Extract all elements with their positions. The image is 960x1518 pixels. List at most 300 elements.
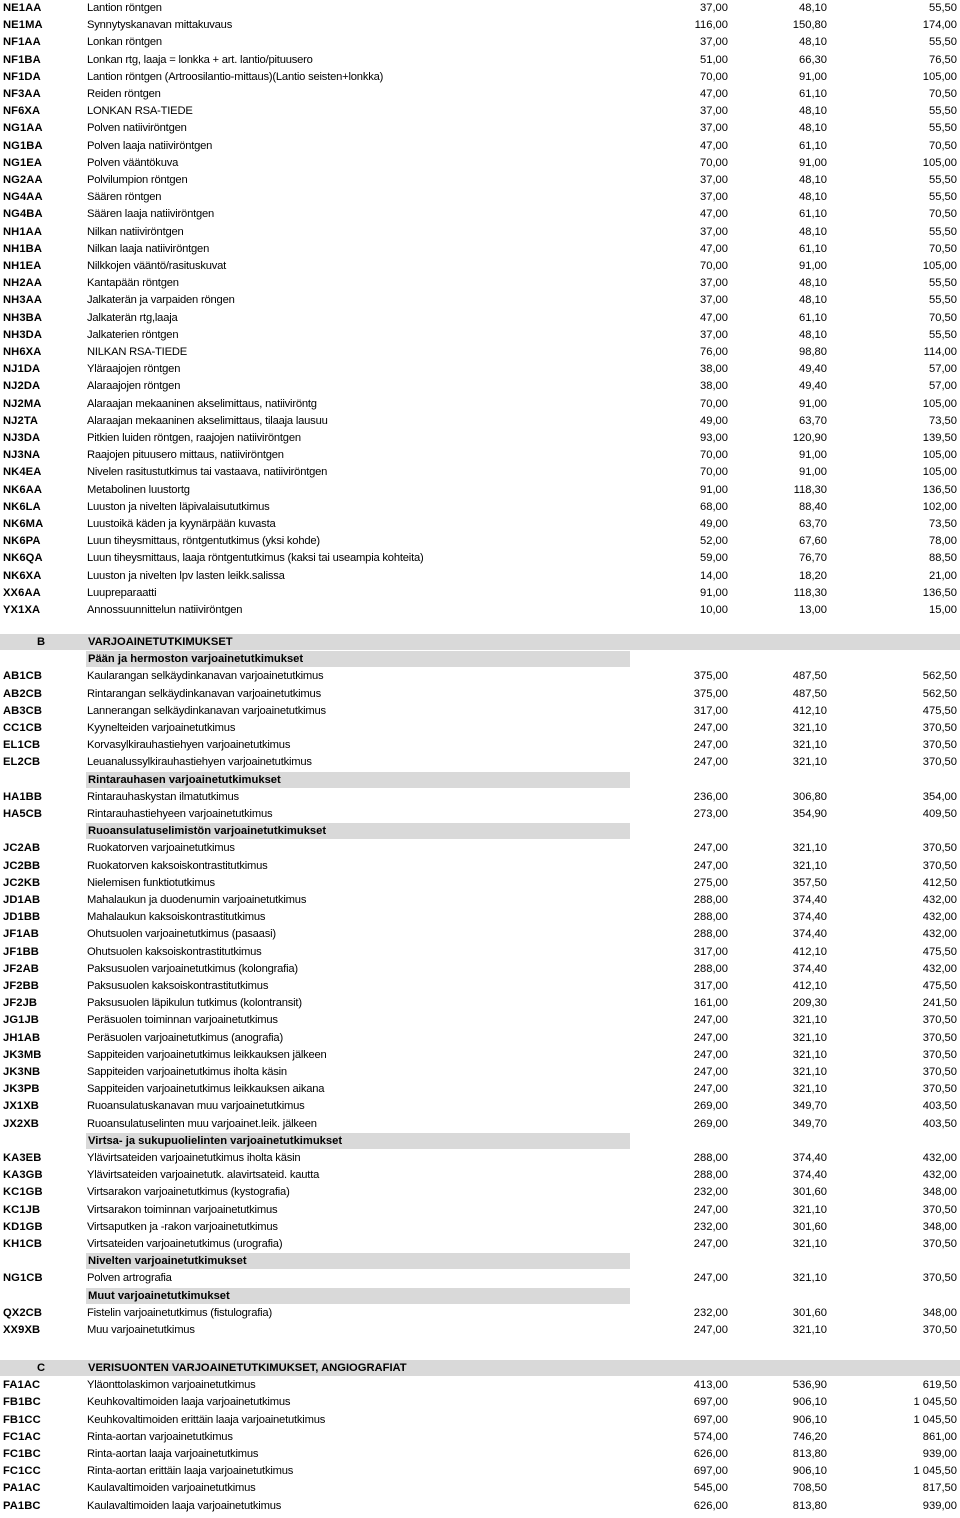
price-column-1: 70,00 xyxy=(700,397,728,410)
price-column-1: 10,00 xyxy=(700,604,728,616)
procedure-description: Nilkkojen vääntö/rasituskuvat xyxy=(87,260,227,272)
price-column-1: 70,00 xyxy=(700,156,728,169)
price-column-3: 409,50 xyxy=(922,808,957,820)
procedure-code: JG1JB xyxy=(3,1014,39,1027)
table-row xyxy=(0,875,960,892)
price-column-3: 57,00 xyxy=(929,380,957,393)
procedure-code: NJ3DA xyxy=(3,432,41,444)
price-column-2: 321,10 xyxy=(792,1203,827,1216)
price-column-2: 48,10 xyxy=(799,105,827,118)
procedure-code: NH3BA xyxy=(3,311,43,324)
price-column-1: 317,00 xyxy=(693,704,728,717)
procedure-code: FB1CC xyxy=(3,1413,41,1426)
procedure-code: NJ3NA xyxy=(3,449,41,462)
procedure-description: Nivelen rasitustutkimus tai vastaava, natiiviröntgen xyxy=(87,466,328,479)
table-row xyxy=(0,482,960,499)
price-column-1: 37,00 xyxy=(700,122,728,135)
price-column-1: 288,00 xyxy=(693,962,728,975)
procedure-description: Fistelin varjoainetutkimus (fistulografia) xyxy=(87,1306,272,1319)
price-column-3: 21,00 xyxy=(929,569,957,582)
procedure-code: AB2CB xyxy=(3,687,43,700)
price-column-1: 247,00 xyxy=(693,1083,728,1096)
price-column-2: 321,10 xyxy=(792,722,827,734)
table-row xyxy=(0,568,960,585)
price-column-2: 91,00 xyxy=(799,156,827,169)
price-column-1: 232,00 xyxy=(693,1306,728,1319)
price-column-1: 37,00 xyxy=(700,191,728,204)
procedure-code: EL1CB xyxy=(3,739,41,752)
price-column-1: 70,00 xyxy=(700,260,728,272)
procedure-code: JK3PB xyxy=(3,1083,40,1096)
procedure-description: Rinta-aortan varjoainetutkimus xyxy=(87,1430,233,1443)
price-column-2: 321,10 xyxy=(792,739,827,752)
procedure-code: NG1EA xyxy=(3,156,43,169)
price-column-2: 349,70 xyxy=(792,1100,827,1113)
price-column-3: 55,50 xyxy=(929,2,957,14)
price-column-3: 370,50 xyxy=(922,1083,957,1096)
procedure-description: Peräsuolen toiminnan varjoainetutkimus xyxy=(87,1014,278,1027)
price-column-2: 48,10 xyxy=(799,225,827,238)
price-column-1: 70,00 xyxy=(700,449,728,462)
price-column-1: 236,00 xyxy=(693,790,728,803)
procedure-description: Muu varjoainetutkimus xyxy=(87,1324,195,1336)
procedure-code: NK6LA xyxy=(3,500,41,513)
price-column-2: 321,10 xyxy=(792,756,827,769)
price-column-1: 52,00 xyxy=(700,535,728,548)
price-column-1: 545,00 xyxy=(693,1482,728,1495)
table-row xyxy=(0,1064,960,1081)
table-row xyxy=(0,1480,960,1497)
price-column-3: 370,50 xyxy=(922,1203,957,1216)
price-column-3: 55,50 xyxy=(929,174,957,186)
table-row xyxy=(0,961,960,978)
procedure-code: JF2BB xyxy=(3,980,39,992)
section-letter: B xyxy=(37,636,46,648)
price-column-3: 370,50 xyxy=(922,1031,957,1044)
price-column-2: 150,80 xyxy=(792,19,827,32)
table-row xyxy=(0,34,960,51)
procedure-code: PA1AC xyxy=(3,1482,41,1495)
procedure-description: Raajojen pituusero mittaus, natiiviröntgen xyxy=(87,449,284,462)
price-column-2: 321,10 xyxy=(792,1238,827,1250)
price-column-3: 432,00 xyxy=(922,928,957,941)
price-column-2: 76,70 xyxy=(799,552,827,565)
price-column-3: 78,00 xyxy=(929,535,957,548)
price-column-3: 370,50 xyxy=(922,1014,957,1027)
procedure-description: Sappiteiden varjoainetutkimus leikkauksen aikana xyxy=(87,1083,325,1096)
procedure-code: KH1CB xyxy=(3,1238,43,1250)
table-row xyxy=(0,892,960,909)
procedure-code: NF1AA xyxy=(3,36,41,49)
table-row xyxy=(0,499,960,516)
price-column-3: 370,50 xyxy=(922,1272,957,1285)
price-column-2: 321,10 xyxy=(792,859,827,872)
procedure-description: Kaulavaltimoiden varjoainetutkimus xyxy=(87,1482,256,1495)
procedure-description: Rinta-aortan erittäin laaja varjoainetutkimus xyxy=(87,1465,294,1478)
price-column-2: 374,40 xyxy=(792,1169,827,1182)
price-column-3: 70,50 xyxy=(929,139,957,152)
price-column-1: 247,00 xyxy=(693,1238,728,1250)
price-column-2: 120,90 xyxy=(792,432,827,444)
price-column-1: 288,00 xyxy=(693,1152,728,1164)
price-column-2: 321,10 xyxy=(792,1066,827,1078)
table-row xyxy=(0,550,960,567)
price-column-1: 37,00 xyxy=(700,277,728,290)
section-header xyxy=(0,1360,960,1376)
price-column-2: 487,50 xyxy=(792,670,827,683)
table-row xyxy=(0,241,960,258)
price-column-1: 38,00 xyxy=(700,363,728,376)
table-row xyxy=(0,361,960,378)
section-title: VARJOAINETUTKIMUKSET xyxy=(88,636,233,648)
price-column-3: 348,00 xyxy=(922,1306,957,1319)
price-column-1: 626,00 xyxy=(693,1499,728,1512)
price-column-3: 105,00 xyxy=(922,156,957,169)
procedure-code: NH1BA xyxy=(3,242,43,255)
procedure-description: Jalkaterien röntgen xyxy=(87,328,179,341)
price-column-3: 432,00 xyxy=(922,1169,957,1182)
price-column-2: 63,70 xyxy=(799,414,827,427)
price-column-2: 412,10 xyxy=(792,704,827,717)
procedure-code: NF1BA xyxy=(3,53,41,66)
procedure-code: NK4EA xyxy=(3,466,42,479)
price-column-1: 574,00 xyxy=(693,1430,728,1443)
table-row xyxy=(0,1412,960,1429)
procedure-code: NJ2TA xyxy=(3,414,39,427)
procedure-code: JX2XB xyxy=(3,1117,39,1130)
price-column-3: 139,50 xyxy=(922,432,957,444)
price-column-3: 55,50 xyxy=(929,294,957,307)
price-column-1: 70,00 xyxy=(700,70,728,83)
price-column-1: 232,00 xyxy=(693,1220,728,1233)
procedure-description: Leuanalussylkirauhastiehyen varjoainetutkimus xyxy=(87,756,312,769)
price-column-1: 59,00 xyxy=(700,552,728,565)
procedure-description: Virtsateiden varjoainetutkimus (urografia) xyxy=(87,1238,283,1250)
table-row xyxy=(0,995,960,1012)
table-row xyxy=(0,1184,960,1201)
table-row xyxy=(0,840,960,857)
procedure-description: Luustoikä käden ja kyynärpään kuvasta xyxy=(87,518,276,530)
table-row xyxy=(0,172,960,189)
table-row xyxy=(0,189,960,206)
table-row xyxy=(0,464,960,481)
price-column-2: 349,70 xyxy=(792,1117,827,1130)
procedure-description: Synnytyskanavan mittakuvaus xyxy=(87,19,233,32)
table-row xyxy=(0,1305,960,1322)
price-column-2: 61,10 xyxy=(799,242,827,255)
procedure-description: Virtsarakon varjoainetutkimus (kystografia) xyxy=(87,1186,290,1199)
price-column-2: 357,50 xyxy=(792,876,827,889)
price-column-3: 939,00 xyxy=(922,1499,957,1512)
procedure-code: EL2CB xyxy=(3,756,41,769)
price-column-1: 697,00 xyxy=(693,1413,728,1426)
procedure-description: Kyynelteiden varjoainetutkimus xyxy=(87,722,236,734)
procedure-description: Peräsuolen varjoainetutkimus (anografia) xyxy=(87,1031,283,1044)
table-row xyxy=(0,602,960,619)
price-column-2: 91,00 xyxy=(799,70,827,83)
price-column-1: 37,00 xyxy=(700,328,728,341)
table-row xyxy=(0,686,960,703)
price-column-3: 105,00 xyxy=(922,260,957,272)
price-column-2: 487,50 xyxy=(792,687,827,700)
table-row xyxy=(0,720,960,737)
procedure-code: NG4AA xyxy=(3,191,43,204)
procedure-code: KA3EB xyxy=(3,1152,42,1164)
price-column-1: 413,00 xyxy=(693,1379,728,1392)
price-column-1: 47,00 xyxy=(700,208,728,221)
procedure-description: Alaraajan mekaaninen akselimittaus, natiiviröntg xyxy=(87,397,317,410)
price-column-1: 317,00 xyxy=(693,945,728,958)
price-column-3: 475,50 xyxy=(922,704,957,717)
table-row xyxy=(0,1498,960,1515)
procedure-description: Lonkan rtg, laaja = lonkka + art. lantio/pituusero xyxy=(87,53,313,66)
procedure-code: FC1AC xyxy=(3,1430,41,1443)
procedure-description: Nielemisen funktiotutkimus xyxy=(87,876,215,889)
table-row xyxy=(0,396,960,413)
price-column-2: 48,10 xyxy=(799,36,827,49)
price-column-1: 47,00 xyxy=(700,139,728,152)
price-column-1: 70,00 xyxy=(700,466,728,479)
procedure-description: Rintarauhaskystan ilmatutkimus xyxy=(87,790,239,803)
price-column-3: 1 045,50 xyxy=(913,1465,957,1478)
price-column-1: 232,00 xyxy=(693,1186,728,1199)
price-column-1: 275,00 xyxy=(693,876,728,889)
table-row xyxy=(0,52,960,69)
price-column-1: 37,00 xyxy=(700,294,728,307)
table-row xyxy=(0,103,960,120)
price-column-2: 321,10 xyxy=(792,1083,827,1096)
table-row xyxy=(0,1377,960,1394)
procedure-code: NK6XA xyxy=(3,569,42,582)
procedure-code: JF1AB xyxy=(3,928,39,941)
price-column-1: 38,00 xyxy=(700,380,728,393)
group-header xyxy=(86,651,630,667)
procedure-description: Sappiteiden varjoainetutkimus iholta käsin xyxy=(87,1066,287,1078)
procedure-description: Keuhkovaltimoiden erittäin laaja varjoainetutkimus xyxy=(87,1413,326,1426)
procedure-description: Ohutsuolen kaksoiskontrastitutkimus xyxy=(87,945,262,958)
table-row xyxy=(0,1012,960,1029)
procedure-description: Kaularangan selkäydinkanavan varjoainetutkimus xyxy=(87,670,324,683)
procedure-description: NILKAN RSA-TIEDE xyxy=(87,346,187,358)
price-column-2: 321,10 xyxy=(792,842,827,855)
procedure-description: Sappiteiden varjoainetutkimus leikkauksen jälkeen xyxy=(87,1048,327,1061)
procedure-code: JF2AB xyxy=(3,962,39,975)
table-row xyxy=(0,944,960,961)
procedure-description: Luuston ja nivelten läpivalaisututkimus xyxy=(87,500,270,513)
procedure-code: YX1XA xyxy=(3,604,41,616)
price-column-1: 317,00 xyxy=(693,980,728,992)
procedure-code: JF2JB xyxy=(3,997,38,1010)
procedure-code: JF1BB xyxy=(3,945,39,958)
table-row xyxy=(0,292,960,309)
procedure-description: Polvilumpion röntgen xyxy=(87,174,188,186)
table-row xyxy=(0,806,960,823)
procedure-description: Rintarangan selkäydinkanavan varjoainetutkimus xyxy=(87,687,321,700)
table-row xyxy=(0,206,960,223)
price-column-2: 66,30 xyxy=(799,53,827,66)
table-row xyxy=(0,1463,960,1480)
table-row xyxy=(0,909,960,926)
table-row xyxy=(0,1236,960,1253)
procedure-code: NG1BA xyxy=(3,139,43,152)
price-column-3: 76,50 xyxy=(929,53,957,66)
group-header xyxy=(86,772,630,788)
price-column-1: 93,00 xyxy=(700,432,728,444)
group-title: Pään ja hermoston varjoainetutkimukset xyxy=(88,653,304,666)
group-header xyxy=(86,1288,630,1304)
price-column-2: 88,40 xyxy=(799,500,827,513)
procedure-description: Lantion röntgen xyxy=(87,2,162,14)
table-row xyxy=(0,754,960,771)
price-column-3: 370,50 xyxy=(922,859,957,872)
price-column-3: 562,50 xyxy=(922,687,957,700)
procedure-code: HA5CB xyxy=(3,808,43,820)
table-row xyxy=(0,1270,960,1287)
group-title: Ruoansulatuselimistön varjoainetutkimukset xyxy=(88,825,327,838)
price-column-3: 70,50 xyxy=(929,242,957,255)
procedure-code: NH3AA xyxy=(3,294,43,307)
price-column-3: 102,00 xyxy=(922,500,957,513)
price-column-3: 55,50 xyxy=(929,191,957,204)
price-column-1: 49,00 xyxy=(700,414,728,427)
table-row xyxy=(0,1446,960,1463)
table-row xyxy=(0,17,960,34)
price-column-1: 47,00 xyxy=(700,88,728,100)
price-column-3: 114,00 xyxy=(923,346,957,358)
procedure-code: KA3GB xyxy=(3,1169,43,1182)
price-column-2: 13,00 xyxy=(799,604,827,616)
table-row xyxy=(0,310,960,327)
procedure-description: Polven vääntökuva xyxy=(87,156,179,169)
price-column-2: 412,10 xyxy=(792,945,827,958)
price-column-3: 432,00 xyxy=(922,911,957,924)
procedure-description: Paksusuolen varjoainetutkimus (kolongrafia) xyxy=(87,962,298,975)
price-column-1: 91,00 xyxy=(700,586,728,599)
price-column-3: 370,50 xyxy=(922,842,957,855)
procedure-code: XX9XB xyxy=(3,1324,41,1336)
table-row xyxy=(0,1167,960,1184)
price-column-2: 48,10 xyxy=(799,277,827,290)
price-column-3: 370,50 xyxy=(922,739,957,752)
procedure-description: Rinta-aortan laaja varjoainetutkimus xyxy=(87,1448,259,1460)
procedure-description: Pitkien luiden röntgen, raajojen natiiviröntgen xyxy=(87,432,301,444)
price-column-2: 321,10 xyxy=(792,1031,827,1044)
procedure-code: NH1AA xyxy=(3,225,43,238)
procedure-code: NK6MA xyxy=(3,518,44,530)
table-row xyxy=(0,516,960,533)
price-column-3: 55,50 xyxy=(929,105,957,118)
price-column-1: 91,00 xyxy=(700,483,728,496)
procedure-description: Alaraajan mekaaninen akselimittaus, tilaaja lausuu xyxy=(87,414,328,427)
procedure-description: Paksusuolen kaksoiskontrastitutkimus xyxy=(87,980,269,992)
procedure-description: Paksusuolen läpikulun tutkimus (kolontransit) xyxy=(87,997,302,1010)
price-column-3: 619,50 xyxy=(922,1379,957,1392)
table-row xyxy=(0,703,960,720)
table-row xyxy=(0,120,960,137)
price-column-2: 49,40 xyxy=(799,380,827,393)
price-column-2: 91,00 xyxy=(799,260,827,272)
procedure-description: Virtsaputken ja -rakon varjoainetutkimus xyxy=(87,1220,278,1233)
table-row xyxy=(0,978,960,995)
price-column-1: 37,00 xyxy=(700,174,728,186)
procedure-description: Korvasylkirauhastiehyen varjoainetutkimus xyxy=(87,739,291,752)
price-column-2: 906,10 xyxy=(792,1413,827,1426)
table-row xyxy=(0,1098,960,1115)
procedure-code: NK6QA xyxy=(3,552,43,565)
procedure-description: Kantapään röntgen xyxy=(87,277,179,290)
procedure-code: AB3CB xyxy=(3,704,43,717)
table-row xyxy=(0,138,960,155)
price-column-3: 1 045,50 xyxy=(913,1413,957,1426)
table-row xyxy=(0,413,960,430)
price-column-3: 475,50 xyxy=(922,945,957,958)
procedure-description: Annossuunnittelun natiiviröntgen xyxy=(87,604,243,616)
price-column-2: 118,30 xyxy=(793,586,827,599)
price-column-2: 306,80 xyxy=(792,790,827,803)
price-column-1: 247,00 xyxy=(693,859,728,872)
price-column-1: 37,00 xyxy=(700,36,728,49)
group-header xyxy=(86,1133,630,1149)
price-column-3: 403,50 xyxy=(922,1100,957,1113)
price-column-1: 247,00 xyxy=(693,1014,728,1027)
price-column-3: 55,50 xyxy=(929,122,957,135)
table-row xyxy=(0,430,960,447)
table-row xyxy=(0,69,960,86)
procedure-description: Polven natiiviröntgen xyxy=(87,122,187,135)
procedure-code: NH3DA xyxy=(3,328,43,341)
price-column-1: 47,00 xyxy=(700,242,728,255)
procedure-description: Nilkan natiiviröntgen xyxy=(87,225,184,238)
procedure-code: HA1BB xyxy=(3,790,43,803)
price-column-3: 370,50 xyxy=(922,722,957,734)
procedure-code: QX2CB xyxy=(3,1306,43,1319)
table-row xyxy=(0,668,960,685)
procedure-description: Reiden röntgen xyxy=(87,88,161,100)
table-row xyxy=(0,858,960,875)
price-column-3: 348,00 xyxy=(922,1186,957,1199)
procedure-code: NK6AA xyxy=(3,483,43,496)
procedure-description: Keuhkovaltimoiden laaja varjoainetutkimus xyxy=(87,1396,291,1409)
table-row xyxy=(0,258,960,275)
price-column-3: 370,50 xyxy=(922,756,957,769)
group-title: Muut varjoainetutkimukset xyxy=(88,1289,230,1302)
price-column-1: 269,00 xyxy=(693,1117,728,1130)
procedure-code: NE1MA xyxy=(3,19,43,32)
price-column-3: 370,50 xyxy=(922,1066,957,1078)
price-column-3: 136,50 xyxy=(922,586,957,599)
price-column-3: 70,50 xyxy=(929,208,957,221)
price-column-1: 375,00 xyxy=(693,670,728,683)
price-column-1: 14,00 xyxy=(700,569,728,582)
procedure-description: Jalkaterän rtg,laaja xyxy=(87,311,178,324)
price-column-3: 432,00 xyxy=(922,894,957,906)
price-column-1: 697,00 xyxy=(693,1465,728,1478)
table-row xyxy=(0,1047,960,1064)
procedure-description: Ylävirtsateiden varjoainetutk. alavirtsateid. kautta xyxy=(87,1169,320,1182)
procedure-description: Ruoansulatuskanavan muu varjoainetutkimus xyxy=(87,1100,305,1113)
procedure-description: Yläonttolaskimon varjoainetutkimus xyxy=(87,1379,256,1392)
price-column-1: 697,00 xyxy=(693,1396,728,1409)
price-column-3: 88,50 xyxy=(929,552,957,565)
procedure-code: JK3NB xyxy=(3,1066,41,1078)
table-row xyxy=(0,789,960,806)
procedure-code: FC1CC xyxy=(3,1465,41,1478)
procedure-code: NK6PA xyxy=(3,535,41,548)
price-column-3: 105,00 xyxy=(922,449,957,462)
price-column-2: 67,60 xyxy=(799,535,827,548)
table-row xyxy=(0,1394,960,1411)
price-column-1: 288,00 xyxy=(693,1169,728,1182)
